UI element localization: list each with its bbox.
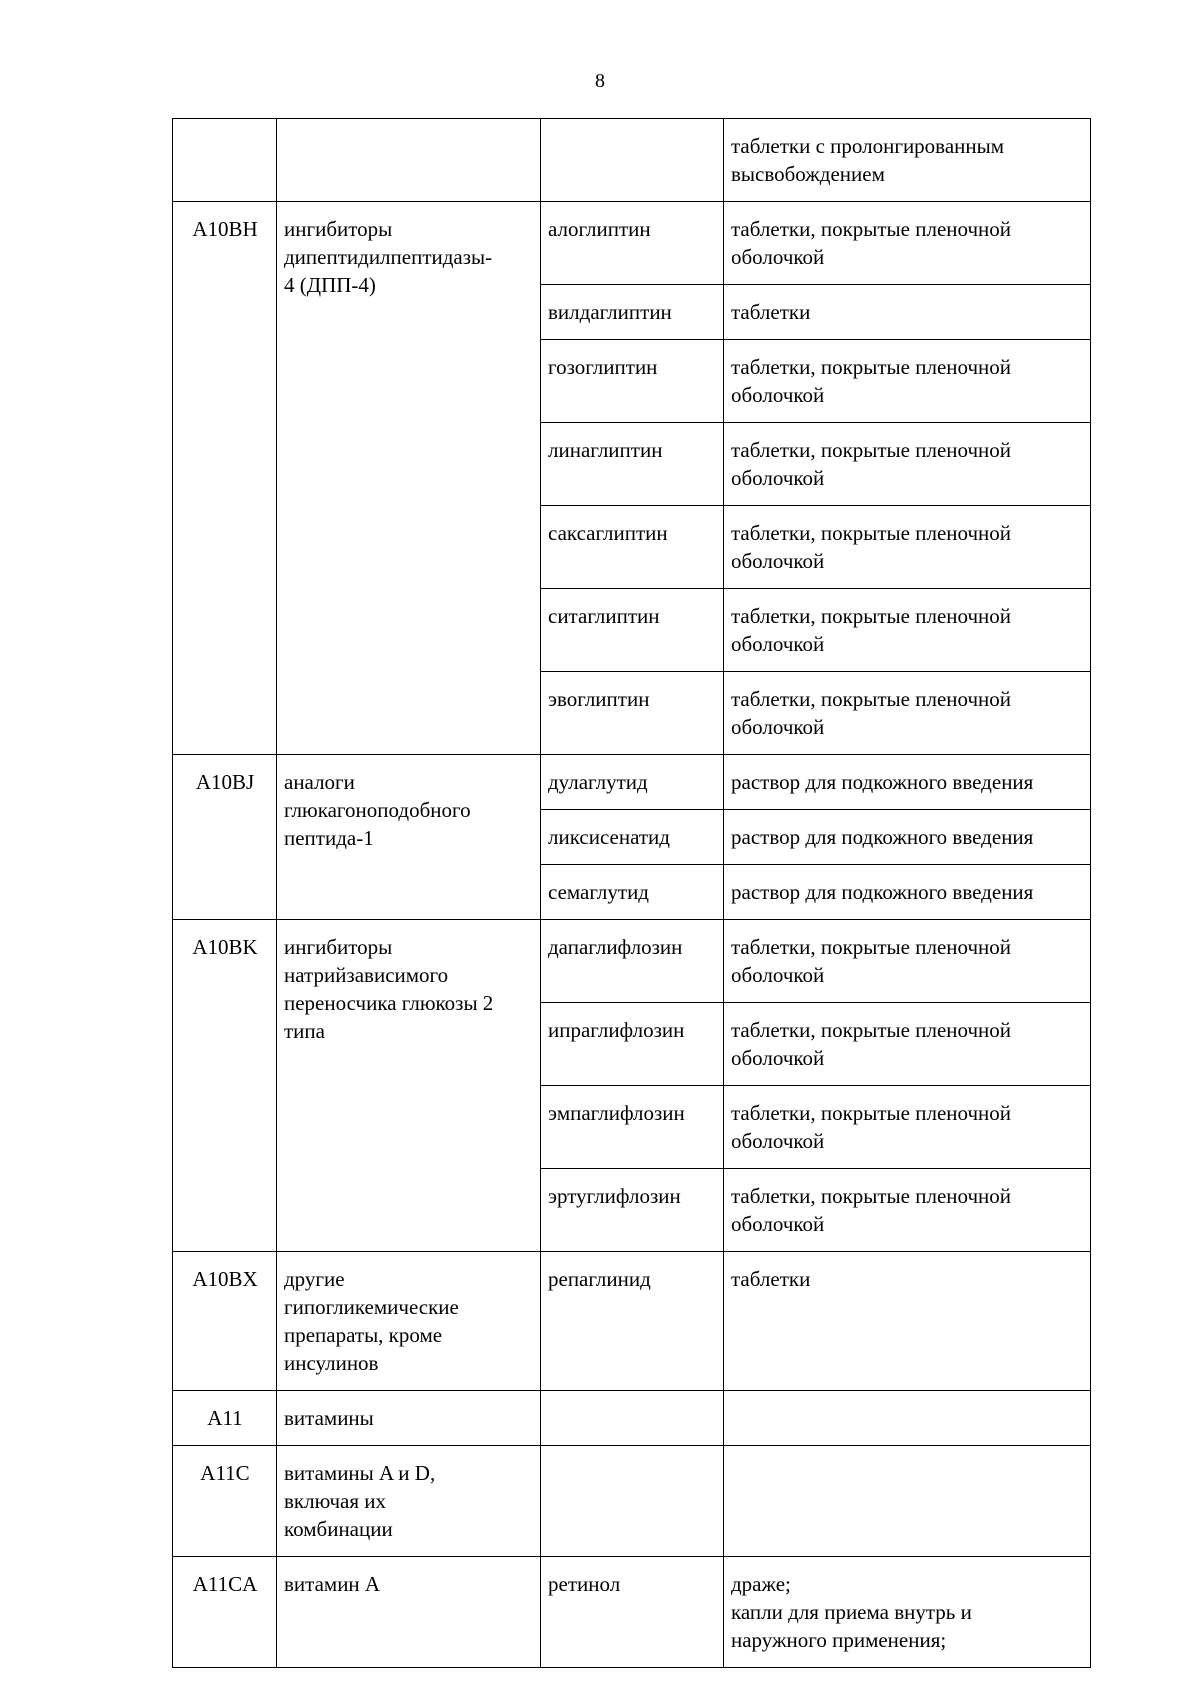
dosage-form-cell: таблетки, покрытые пленочной оболочкой — [724, 423, 1091, 506]
drug-cell: саксаглиптин — [541, 506, 724, 589]
drug-table — [172, 118, 1091, 1668]
drug-cell: ретинол — [541, 1557, 724, 1668]
dosage-form-cell: таблетки, покрытые пленочной оболочкой — [724, 506, 1091, 589]
dosage-form-cell: раствор для подкожного введения — [724, 865, 1091, 920]
atc-code-cell: A10BX — [173, 1252, 277, 1391]
dosage-form-cell: таблетки, покрытые пленочной оболочкой — [724, 202, 1091, 285]
dosage-form-cell: таблетки, покрытые пленочной оболочкой — [724, 920, 1091, 1003]
drug-cell — [541, 1391, 724, 1446]
group-cell: витамины A и D, включая их комбинации — [277, 1446, 541, 1557]
page-number: 8 — [595, 70, 605, 92]
group-cell: ингибиторы дипептидилпептидазы- 4 (ДПП-4) — [277, 202, 541, 755]
table-row — [173, 1252, 1091, 1391]
group-cell: другие гипогликемические препараты, кроме инсулинов — [277, 1252, 541, 1391]
drug-cell: дулаглутид — [541, 755, 724, 810]
dosage-form-cell: драже; капли для приема внутрь и наружного применения; — [724, 1557, 1091, 1668]
dosage-form-cell: таблетки — [724, 285, 1091, 340]
table-row — [173, 1391, 1091, 1446]
group-cell: витамин A — [277, 1557, 541, 1668]
atc-code-cell — [173, 119, 277, 202]
dosage-form-cell: таблетки, покрытые пленочной оболочкой — [724, 1003, 1091, 1086]
dosage-form-cell — [724, 1391, 1091, 1446]
dosage-form-cell: таблетки, покрытые пленочной оболочкой — [724, 1086, 1091, 1169]
drug-cell: ситаглиптин — [541, 589, 724, 672]
table-row — [173, 755, 1091, 810]
drug-cell — [541, 119, 724, 202]
dosage-form-cell: таблетки, покрытые пленочной оболочкой — [724, 589, 1091, 672]
drug-cell: алоглиптин — [541, 202, 724, 285]
dosage-form-cell: раствор для подкожного введения — [724, 755, 1091, 810]
drug-cell: ликсисенатид — [541, 810, 724, 865]
dosage-form-cell: таблетки с пролонгированным высвобождением — [724, 119, 1091, 202]
drug-cell: гозоглиптин — [541, 340, 724, 423]
atc-code-cell: A10BJ — [173, 755, 277, 920]
drug-cell: дапаглифлозин — [541, 920, 724, 1003]
atc-code-cell: A10BH — [173, 202, 277, 755]
dosage-form-cell: таблетки — [724, 1252, 1091, 1391]
table-row — [173, 920, 1091, 1003]
drug-cell: эвоглиптин — [541, 672, 724, 755]
drug-cell: вилдаглиптин — [541, 285, 724, 340]
table-row — [173, 202, 1091, 285]
drug-cell — [541, 1446, 724, 1557]
table-row — [173, 1557, 1091, 1668]
dosage-form-cell — [724, 1446, 1091, 1557]
drug-cell: линаглиптин — [541, 423, 724, 506]
group-cell: аналоги глюкагоноподобного пептида-1 — [277, 755, 541, 920]
group-cell: ингибиторы натрийзависимого переносчика глюкозы 2 типа — [277, 920, 541, 1252]
table-row — [173, 1446, 1091, 1557]
drug-cell: эртуглифлозин — [541, 1169, 724, 1252]
dosage-form-cell: раствор для подкожного введения — [724, 810, 1091, 865]
atc-code-cell: A10BK — [173, 920, 277, 1252]
dosage-form-cell: таблетки, покрытые пленочной оболочкой — [724, 340, 1091, 423]
drug-cell: семаглутид — [541, 865, 724, 920]
group-cell: витамины — [277, 1391, 541, 1446]
dosage-form-cell: таблетки, покрытые пленочной оболочкой — [724, 672, 1091, 755]
drug-cell: эмпаглифлозин — [541, 1086, 724, 1169]
atc-code-cell: A11CA — [173, 1557, 277, 1668]
dosage-form-cell: таблетки, покрытые пленочной оболочкой — [724, 1169, 1091, 1252]
atc-code-cell: A11C — [173, 1446, 277, 1557]
drug-cell: ипраглифлозин — [541, 1003, 724, 1086]
atc-code-cell: A11 — [173, 1391, 277, 1446]
group-cell — [277, 119, 541, 202]
drug-cell: репаглинид — [541, 1252, 724, 1391]
table-row — [173, 119, 1091, 202]
